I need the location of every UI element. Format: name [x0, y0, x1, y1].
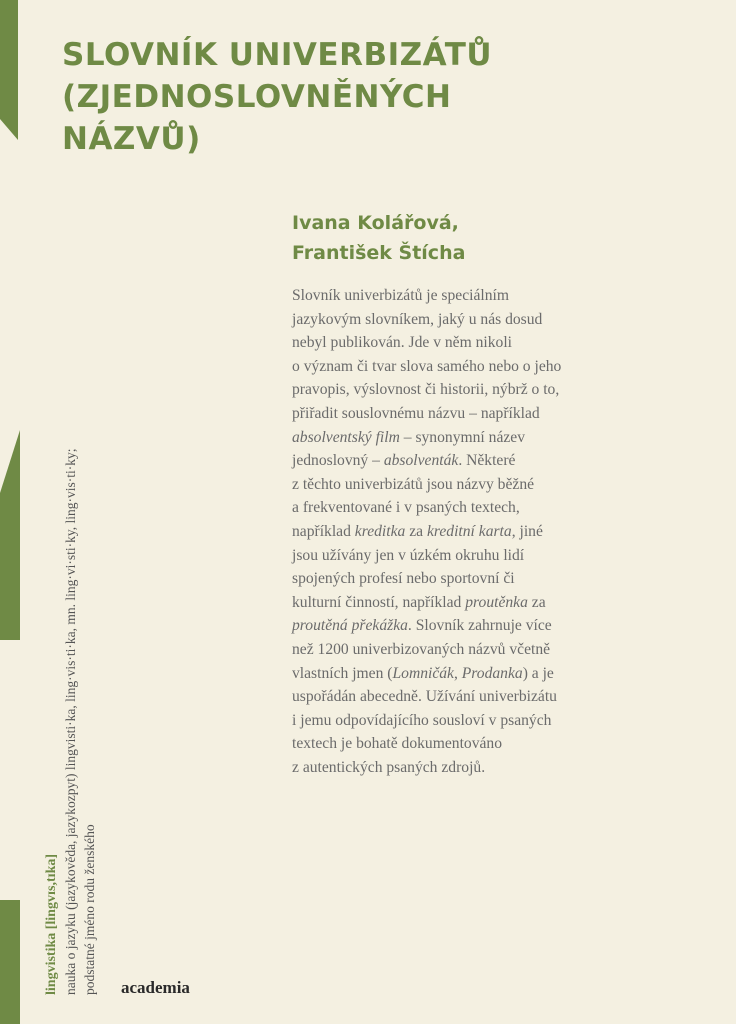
- author-name: Ivana Kolářová,: [292, 212, 459, 234]
- description-line: spojených profesí nebo sportovní či: [292, 570, 515, 588]
- definition-line: nauka o jazyku (jazykověda, jazykozpyt) lingvisti·ka, ling·vis·ti·ka, mn. ling·vi·sti·ky, ling·vis·ti·ky;: [63, 448, 78, 995]
- definition-line: podstatné jméno rodu ženského: [82, 824, 97, 995]
- decorative-stripe-middle: [0, 430, 20, 640]
- author-name: František Štícha: [292, 242, 466, 264]
- authors: [292, 208, 465, 268]
- decorative-stripe-top: [0, 0, 18, 140]
- description-line: o význam či tvar slova samého nebo o jeho: [292, 357, 562, 375]
- description-line: kulturní činností, například proutěnka za: [292, 593, 546, 611]
- description-line: jednoslovný – absolventák. Některé: [292, 452, 516, 470]
- description-line: Slovník univerbizátů je speciálním: [292, 287, 509, 304]
- title-line: (ZJEDNOSLOVNĚNÝCH: [62, 79, 452, 115]
- description-line: přiřadit souslovnému názvu – například: [292, 404, 540, 422]
- publisher-logo: academia: [121, 978, 190, 997]
- decorative-stripe-bottom: [0, 900, 20, 1024]
- book-title: [62, 34, 662, 160]
- description-line: i jemu odpovídajícího sousloví v psaných: [292, 711, 552, 729]
- description-line: pravopis, výslovnost či historii, nýbrž o to,: [292, 381, 560, 399]
- description-line: nebyl publikován. Jde v něm nikoli: [292, 334, 513, 352]
- description-line: z autentických psaných zdrojů.: [292, 758, 486, 776]
- book-description: [292, 284, 632, 779]
- description-line: jazykovým slovníkem, jaký u nás dosud: [292, 310, 543, 328]
- description-line: textech je bohatě dokumentováno: [292, 735, 503, 753]
- description-line: z těchto univerbizátů jsou názvy běžné: [292, 475, 535, 493]
- description-line: jsou užívány jen v úzkém okruhu lidí: [292, 546, 525, 564]
- dictionary-definition: [42, 355, 99, 995]
- description-line: uspořádán abecedně. Užívání univerbizátu: [292, 688, 557, 706]
- title-line: NÁZVŮ): [62, 121, 201, 157]
- description-line: například kreditka za kreditní karta, jiné: [292, 522, 543, 540]
- description-line: a frekventované i v psaných textech,: [292, 499, 520, 517]
- description-line: vlastních jmen (Lomničák, Prodanka) a je: [292, 664, 554, 682]
- definition-headword: lingvistika [lingvɪs,tɪka]: [44, 853, 59, 995]
- description-line: než 1200 univerbizovaných názvů včetně: [292, 640, 551, 658]
- title-line: SLOVNÍK UNIVERBIZÁTŮ: [62, 37, 493, 73]
- description-line: proutěná překážka. Slovník zahrnuje více: [292, 617, 552, 635]
- description-line: absolventský film – synonymní název: [292, 428, 526, 446]
